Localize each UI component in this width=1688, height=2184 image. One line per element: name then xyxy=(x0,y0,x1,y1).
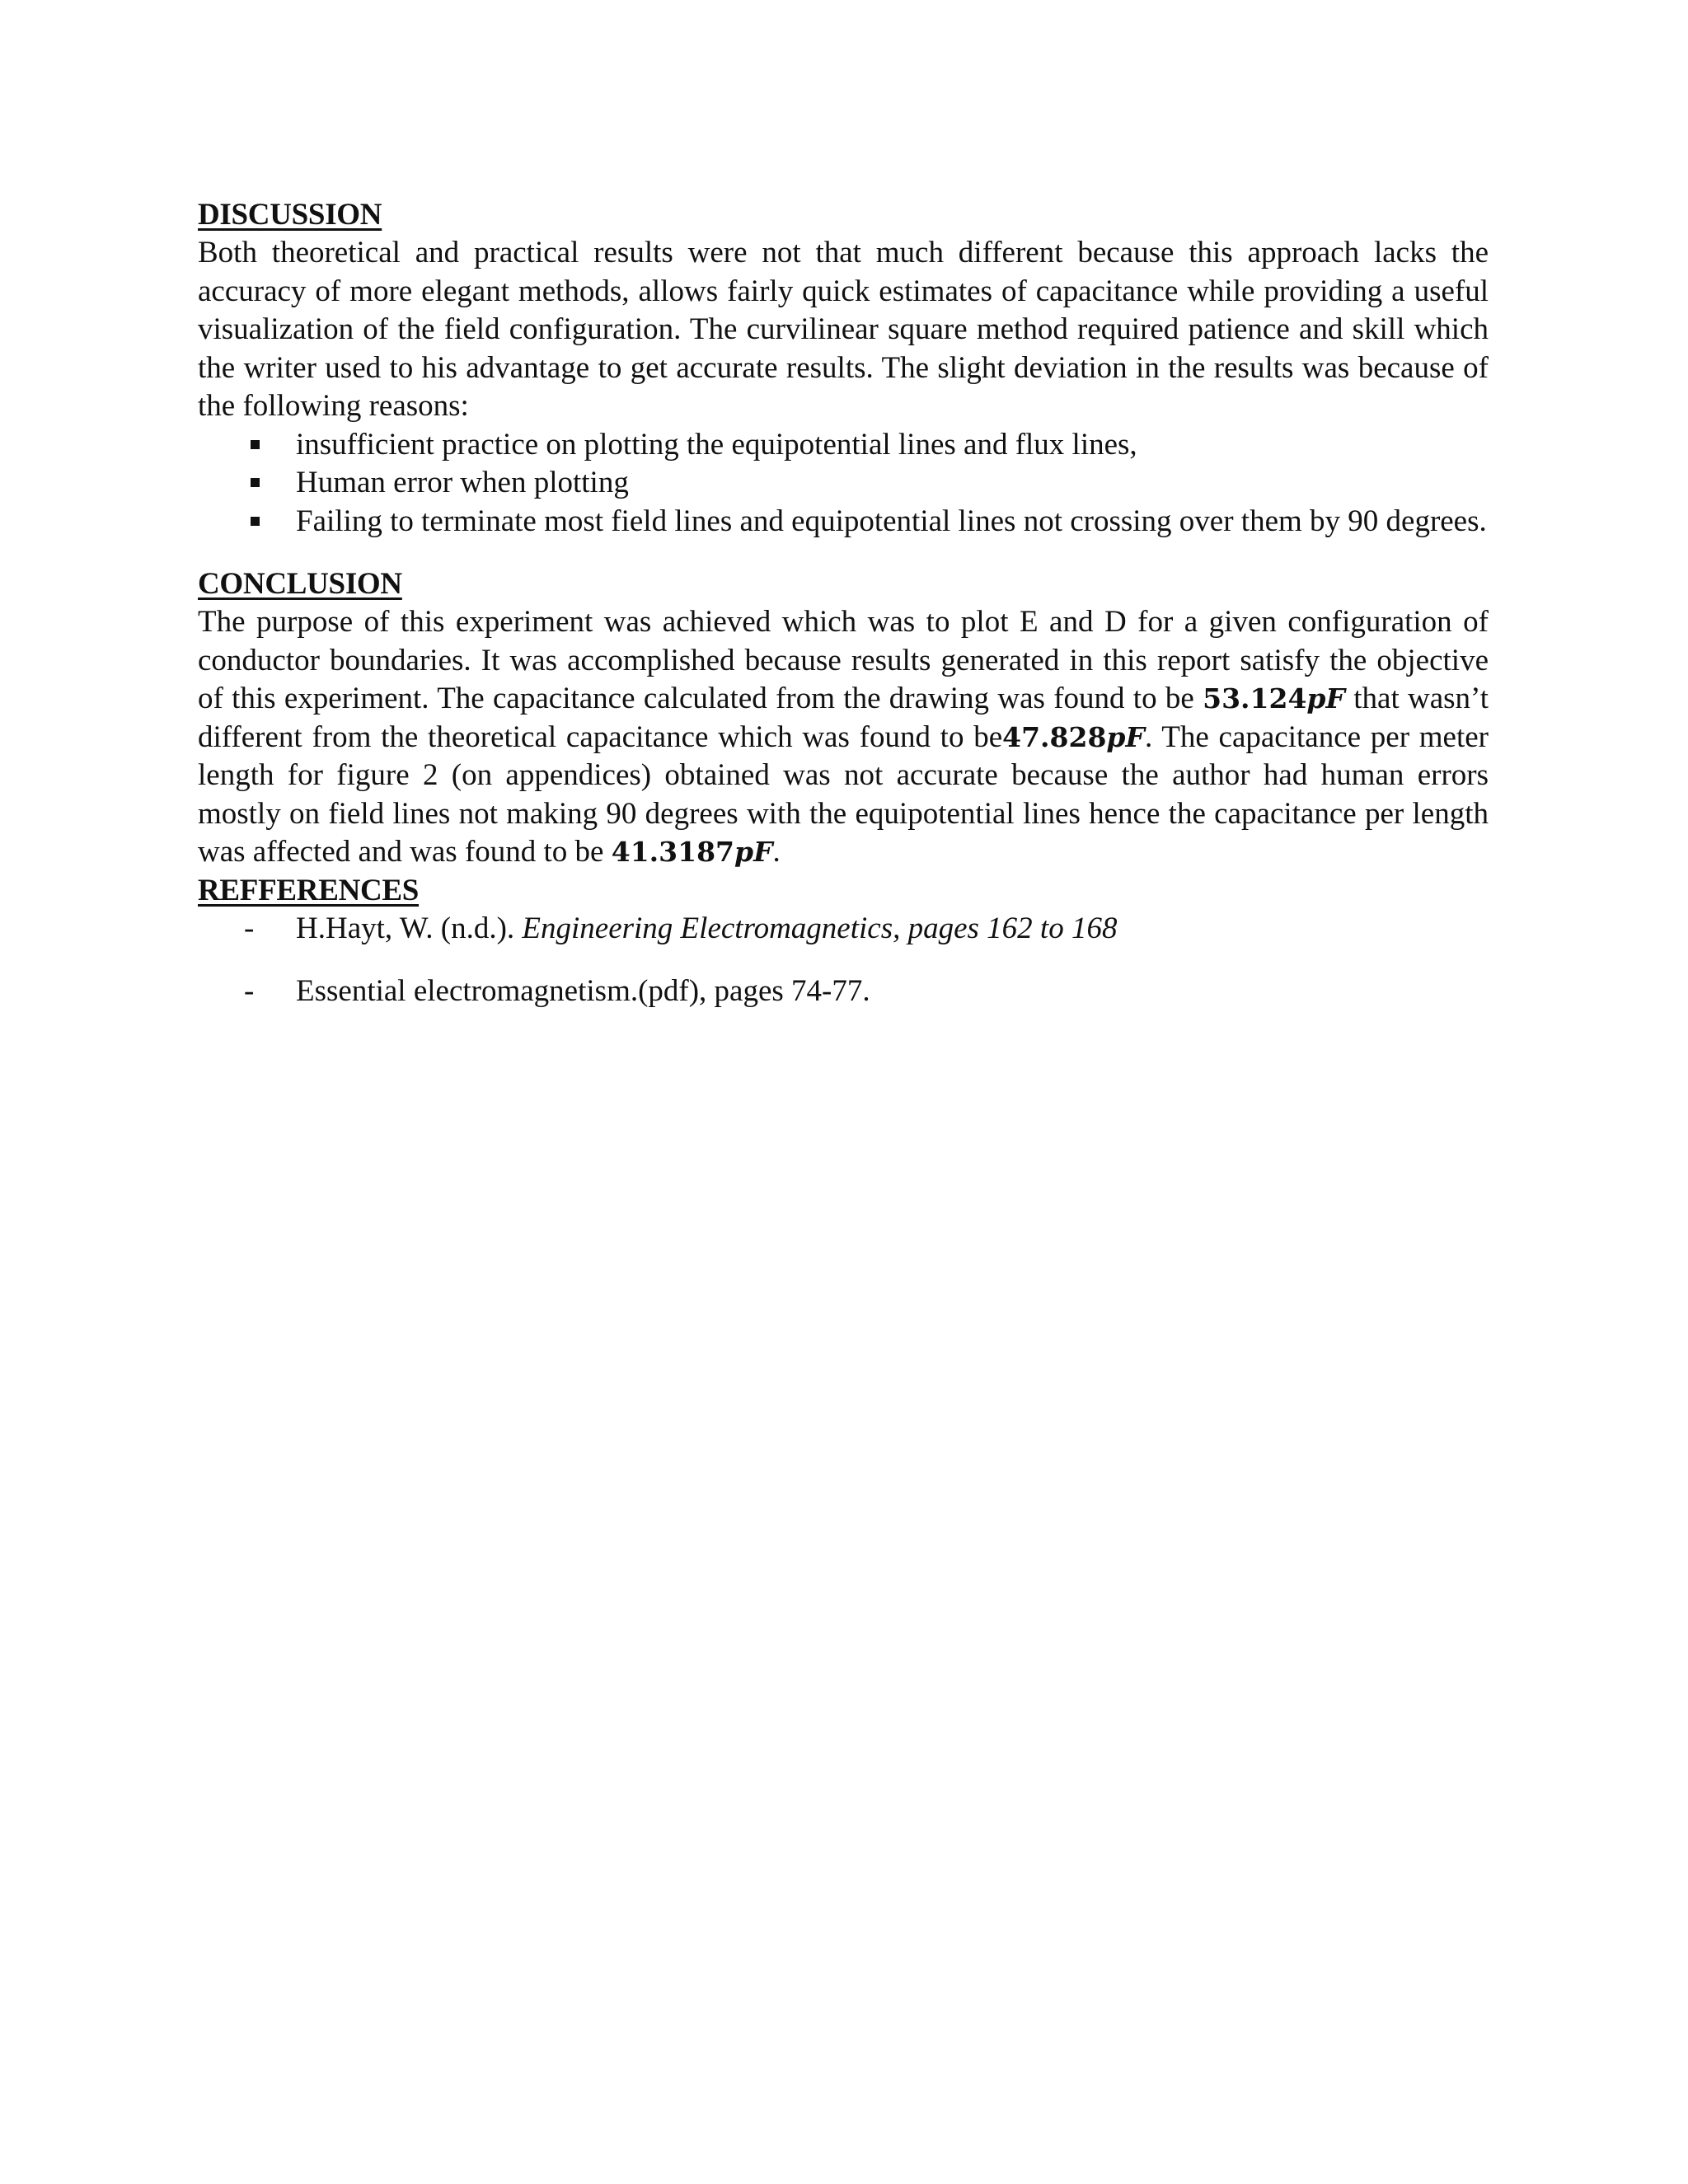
reference-title: Engineering Electromagnetics, pages 162 to 168 xyxy=(522,911,1118,945)
dash-bullet: - xyxy=(244,974,255,1008)
capacitance-number: 41.3187 xyxy=(611,836,734,868)
references-heading: REFFERENCES xyxy=(198,873,420,907)
list-item xyxy=(198,910,1489,949)
theoretical-capacitance-value xyxy=(1002,721,1145,753)
dash-bullet: - xyxy=(244,911,255,945)
references-list xyxy=(198,910,1489,1011)
discussion-paragraph: Both theoretical and practical results were not that much different because this approach lacks the accuracy of more elegant methods, allows fairly quick estimates of capacitance while providing a useful visualization of the field configuration. The curvilinear square method required patience and skill which the writer used to his advantage to get accurate results. The slight deviation in the results was because of the following reasons: xyxy=(198,236,1489,423)
list-item xyxy=(198,426,1489,465)
list-item xyxy=(198,972,1489,1011)
capacitance-number: 47.828 xyxy=(1002,720,1107,753)
capacitance-number: 53.124 xyxy=(1203,682,1307,715)
capacitance-unit: pF xyxy=(1106,720,1145,753)
document-page xyxy=(198,196,1489,1036)
reference-author: H.Hayt, W. (n.d.). xyxy=(296,911,523,945)
square-bullet-icon xyxy=(251,440,260,449)
conclusion-text-part: The purpose of this experiment was achieved which was to plot E and D for a given configuration of conductor boundaries. It was accomplished because results generated in this report satisfy the objective of this experiment. The capacitance calculated from the drawing was found to be xyxy=(198,605,1489,715)
capacitance-unit: pF xyxy=(1306,682,1345,715)
list-item-text: insufficient practice on plotting the equipotential lines and flux lines, xyxy=(296,427,1137,462)
list-item xyxy=(198,503,1489,541)
list-item-text: Failing to terminate most field lines and equipotential lines not crossing over them by 90 degrees. xyxy=(296,504,1487,538)
conclusion-heading: CONCLUSION xyxy=(198,567,402,601)
per-length-capacitance-value xyxy=(612,836,773,868)
reference-text: Essential electromagnetism.(pdf), pages 74-77. xyxy=(296,974,870,1008)
square-bullet-icon xyxy=(251,517,260,526)
list-item-text: Human error when plotting xyxy=(296,466,629,499)
conclusion-paragraph xyxy=(198,603,1489,872)
conclusion-text-part: that wasn’t different from the theoretical capacitance which was found to be xyxy=(198,682,1489,754)
discussion-reasons-list xyxy=(198,426,1489,541)
conclusion-text-part: . xyxy=(772,835,781,869)
capacitance-unit: pF xyxy=(734,836,773,868)
discussion-heading: DISCUSSION xyxy=(198,198,382,232)
measured-capacitance-value xyxy=(1203,682,1345,715)
list-item xyxy=(198,464,1489,503)
square-bullet-icon xyxy=(251,478,260,487)
conclusion-text-part: . The capacitance per meter length for figure 2 (on appendices) obtained was not accurate because the author had human errors mostly on field lines not making 90 degrees with the equipotential lines hence the capacitance per length was affected and was found to be xyxy=(198,719,1489,869)
